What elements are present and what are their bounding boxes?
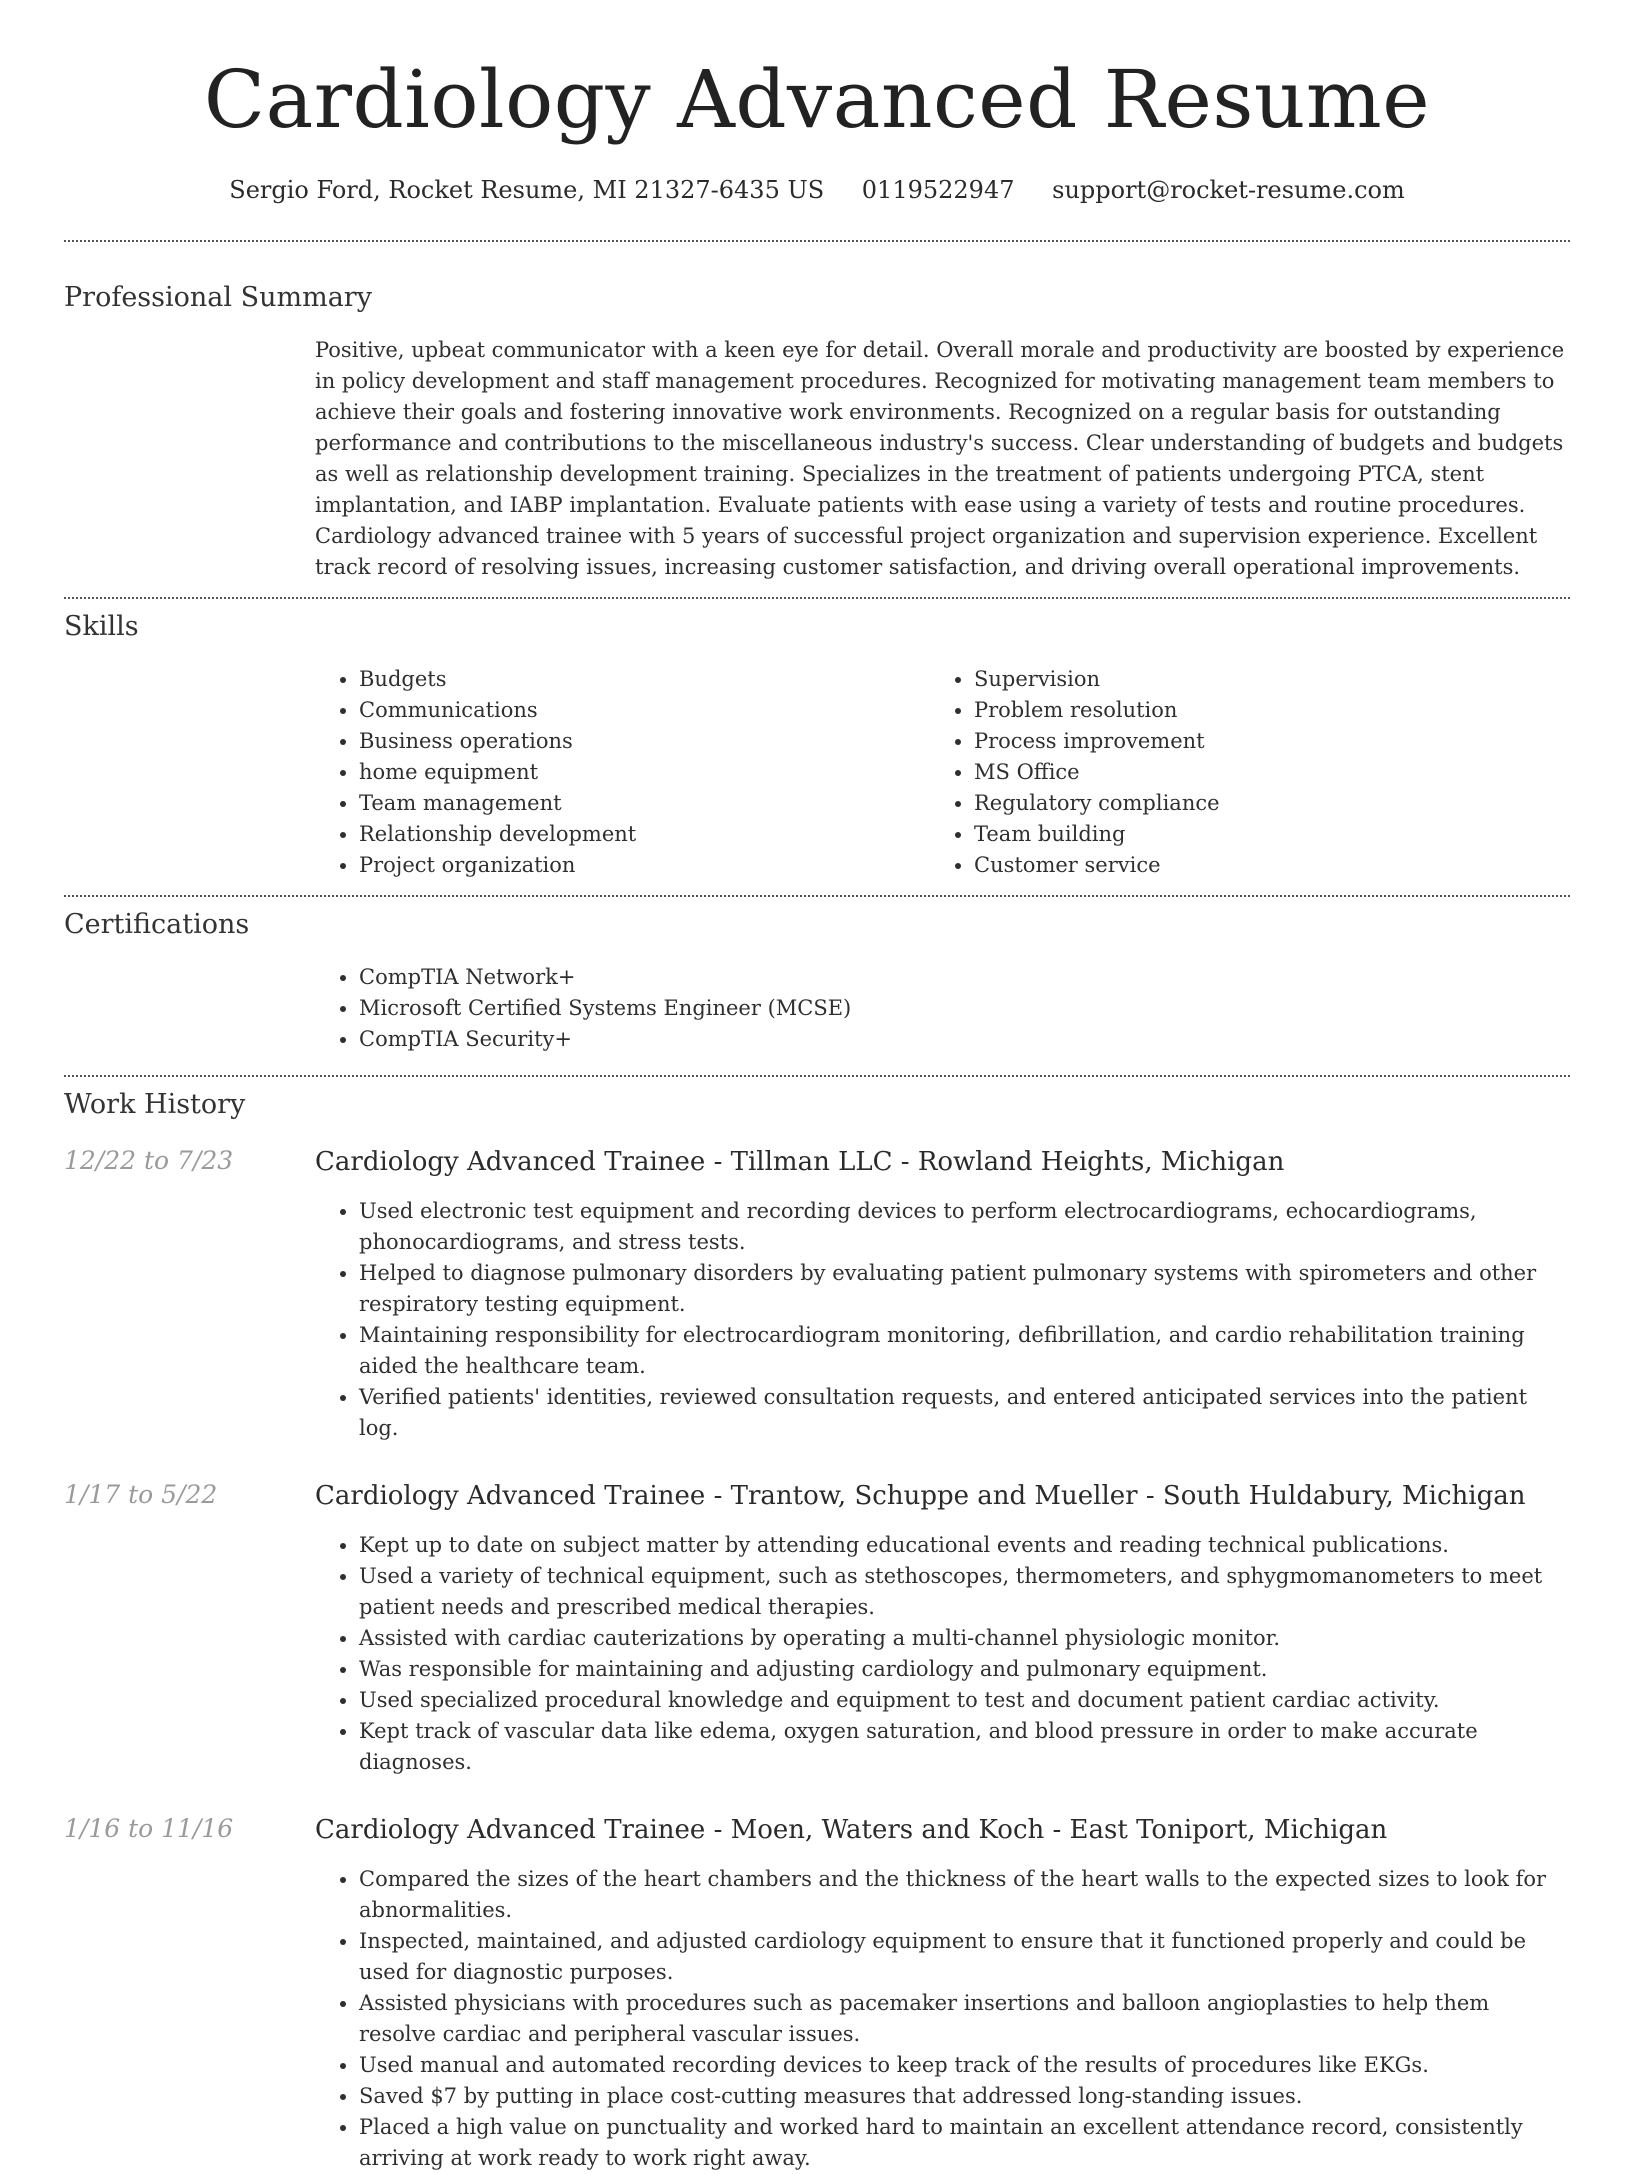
job-bullets (315, 1530, 1570, 1778)
list-item: • Business operations (359, 726, 930, 757)
certifications-heading: Certifications (64, 909, 250, 940)
list-item: • Used electronic test equipment and recording devices to perform electrocardiograms, echocardiograms, phonocardiograms, and stress tests. (359, 1196, 1570, 1258)
job-title: Cardiology Advanced Trainee - Tillman LLC - Rowland Heights, Michigan (315, 1147, 1285, 1177)
list-item: • Relationship development (359, 819, 930, 850)
list-item: • Customer service (974, 850, 1545, 881)
list-item: • Assisted with cardiac cauterizations by operating a multi-channel physiologic monitor. (359, 1623, 1570, 1654)
list-item: • CompTIA Network+ (359, 962, 1570, 993)
list-item: • MS Office (974, 757, 1545, 788)
list-item: • Used manual and automated recording devices to keep track of the results of procedures like EKGs. (359, 2050, 1570, 2081)
job-title: Cardiology Advanced Trainee - Moen, Waters and Koch - East Toniport, Michigan (315, 1815, 1388, 1845)
list-item: • Kept up to date on subject matter by attending educational events and reading technical publications. (359, 1530, 1570, 1561)
job-bullets (315, 1196, 1570, 1444)
list-item: • CompTIA Security+ (359, 1024, 1570, 1055)
list-item: • Was responsible for maintaining and adjusting cardiology and pulmonary equipment. (359, 1654, 1570, 1685)
job-entry (64, 1480, 1570, 1778)
list-item: • Problem resolution (974, 695, 1545, 726)
skills-right-list (930, 664, 1545, 881)
skills-heading: Skills (64, 611, 139, 642)
job-entry (64, 1146, 1570, 1444)
job-dates: 12/22 to 7/23 (64, 1146, 234, 1175)
list-item: • Maintaining responsibility for electrocardiogram monitoring, defibrillation, and cardio rehabilitation training aided the healthcare team. (359, 1320, 1570, 1382)
list-item: • Team building (974, 819, 1545, 850)
section-divider (64, 895, 1570, 897)
contact-address: Sergio Ford, Rocket Resume, MI 21327-6435 US (229, 176, 825, 204)
list-item: • home equipment (359, 757, 930, 788)
skills-left-list (315, 664, 930, 881)
list-item: • Budgets (359, 664, 930, 695)
list-item: • Supervision (974, 664, 1545, 695)
list-item: • Verified patients' identities, reviewed consultation requests, and entered anticipated services into the patient log. (359, 1382, 1570, 1444)
certifications-list (315, 962, 1570, 1055)
job-bullets (315, 1864, 1570, 2174)
list-item: • Saved $7 by putting in place cost-cutting measures that addressed long-standing issues. (359, 2081, 1570, 2112)
summary-heading: Professional Summary (64, 282, 372, 313)
section-divider (64, 597, 1570, 599)
work-history-heading: Work History (64, 1089, 246, 1120)
list-item: • Regulatory compliance (974, 788, 1545, 819)
job-title: Cardiology Advanced Trainee - Trantow, Schuppe and Mueller - South Huldabury, Michigan (315, 1481, 1526, 1511)
summary-text: Positive, upbeat communicator with a keen eye for detail. Overall morale and productivity are boosted by experience in policy development and staff management procedures. Recognized for motivating management team members to achieve their goals and fostering innovative work environments. Recognized on a regular basis for outstanding performance and contributions to the miscellaneous industry's success. Clear understanding of budgets and budgets as well as relationship development training. Specializes in the treatment of patients undergoing PTCA, stent implantation, and IABP implantation. Evaluate patients with ease using a variety of tests and routine procedures. Cardiology advanced trainee with 5 years of successful project organization and supervision experience. Excellent track record of resolving issues, increasing customer satisfaction, and driving overall operational improvements. (315, 338, 1565, 579)
job-dates: 1/16 to 11/16 (64, 1814, 234, 1843)
job-bullet-list (315, 1530, 1570, 1778)
list-item: • Compared the sizes of the heart chambers and the thickness of the heart walls to the expected sizes to look for abnormalities. (359, 1864, 1570, 1926)
list-item: • Assisted physicians with procedures such as pacemaker insertions and balloon angioplasties to help them resolve cardiac and peripheral vascular issues. (359, 1988, 1570, 2050)
certifications-items (315, 962, 1570, 1055)
section-divider (64, 1075, 1570, 1077)
resume-page (64, 0, 1570, 2174)
list-item: • Used a variety of technical equipment, such as stethoscopes, thermometers, and sphygmomanometers to meet patient needs and prescribed medical therapies. (359, 1561, 1570, 1623)
list-item: • Microsoft Certified Systems Engineer (MCSE) (359, 993, 1570, 1024)
skills-column-left (315, 664, 930, 881)
contact-email: support@rocket-resume.com (1052, 176, 1405, 204)
list-item: • Inspected, maintained, and adjusted cardiology equipment to ensure that it functioned properly and could be used for diagnostic purposes. (359, 1926, 1570, 1988)
job-entry (64, 1814, 1570, 2174)
contact-phone: 0119522947 (861, 176, 1015, 204)
list-item: • Process improvement (974, 726, 1545, 757)
job-dates: 1/17 to 5/22 (64, 1480, 218, 1509)
list-item: • Used specialized procedural knowledge and equipment to test and document patient cardiac activity. (359, 1685, 1570, 1716)
work-history-list (64, 1146, 1570, 2174)
list-item: • Helped to diagnose pulmonary disorders by evaluating patient pulmonary systems with spirometers and other respiratory testing equipment. (359, 1258, 1570, 1320)
list-item: • Communications (359, 695, 930, 726)
contact-line (64, 176, 1570, 204)
skills-column-right (930, 664, 1545, 881)
resume-title: Cardiology Advanced Resume (203, 53, 1431, 146)
list-item: • Kept track of vascular data like edema, oxygen saturation, and blood pressure in order to make accurate diagnoses. (359, 1716, 1570, 1778)
job-bullet-list (315, 1196, 1570, 1444)
section-divider (64, 240, 1570, 242)
list-item: • Project organization (359, 850, 930, 881)
job-bullet-list (315, 1864, 1570, 2174)
list-item: • Placed a high value on punctuality and worked hard to maintain an excellent attendance record, consistently arriving at work ready to work right away. (359, 2112, 1570, 2174)
skills-list (315, 664, 1570, 881)
list-item: • Team management (359, 788, 930, 819)
